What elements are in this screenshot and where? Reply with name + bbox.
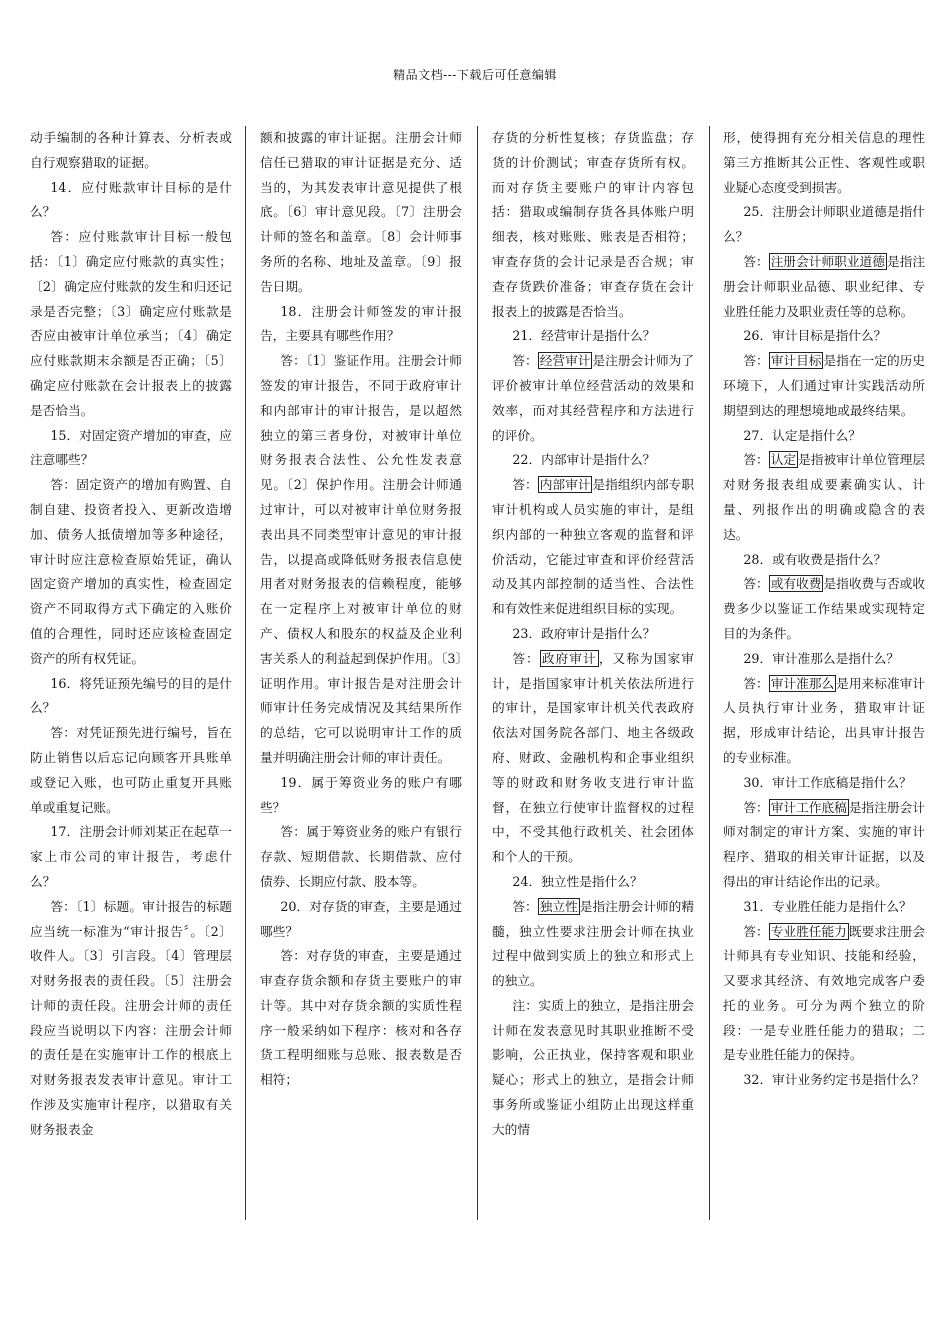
paragraph-text: 15．对固定资产增加的审查，应注意哪些？ xyxy=(30,427,232,468)
boxed-term: 注册会计师职业道德 xyxy=(770,253,885,269)
paragraph-text: 20．对存货的审查，主要是通过哪些？ xyxy=(260,898,462,939)
paragraph xyxy=(492,895,694,994)
paragraph-text: 答： xyxy=(743,353,769,369)
boxed-term: 独立性 xyxy=(539,898,578,914)
paragraph-text: 答：属于筹资业务的账户有银行存款、短期借款、长期借款、应付债券、长期应付款、股本等。 xyxy=(260,824,462,889)
paragraph xyxy=(30,225,232,423)
paragraph-text: 26．审计目标是指什么？ xyxy=(743,328,887,344)
paragraph-text: 23．政府审计是指什么？ xyxy=(512,625,656,641)
boxed-term: 内部审计 xyxy=(539,477,591,493)
paragraph-text: 是指组织内部专职审计机构或人员实施的审计，是组织内部的一种独立客观的监督和评价活动，它能过审查和评价经营活动及其内部控制的适当性、合法性和有效性来促进组织目标的实现。 xyxy=(492,477,695,617)
paragraph-text: 17．注册会计师刘某正在起草一家上市公司的审计报告，考虑什么？ xyxy=(30,824,232,889)
paragraph-text: 是用来标准审计人员执行审计业务，猎取审计证据，形成审计结论，出具审计报告的专业标准。 xyxy=(723,675,926,765)
paragraph xyxy=(30,672,232,722)
paragraph-text: 18．注册会计师签发的审计报告，主要具有哪些作用？ xyxy=(260,303,462,344)
paragraph-text: 24．独立性是指什么？ xyxy=(512,873,643,889)
column-divider xyxy=(477,126,478,1220)
paragraph-text: 31．专业胜任能力是指什么？ xyxy=(743,898,912,914)
paragraph xyxy=(260,771,462,821)
text-column-3 xyxy=(492,126,694,1143)
paragraph xyxy=(260,895,462,945)
paragraph xyxy=(30,721,232,820)
paragraph-text: 答： xyxy=(512,353,538,369)
boxed-term: 审计目标 xyxy=(770,353,822,369)
paragraph-text: 是指注册会计师的精髓，独立性要求注册会计师在执业过程中做到实质上的独立和形式上的独立。 xyxy=(492,898,695,989)
paragraph xyxy=(723,1068,925,1093)
boxed-term: 审计准那么 xyxy=(770,675,835,691)
paragraph-text: 答：固定资产的增加有购置、自制自建、投资者投入、更新改造增加、债务人抵债增加等多种途径，审计时应注意检查原始凭证，确认固定资产增加的真实性，检查固定资产不同取得方式下确定的入账价值的合理性，同时还应该检查固定资产的所有权凭证。 xyxy=(30,477,232,666)
paragraph-text: ，又称为国家审计，是指国家审计机关依法所进行的审计，是国家审计机关代表政府依法对国务院各部门、地主各级政府、财政、金融机构和企事业组织等的财政和财务收支进行审计监督，在独立行使审计监督权的过程中，不受其他行政机关、社会团体和个人的干预。 xyxy=(492,650,694,865)
paragraph xyxy=(492,647,694,870)
paragraph xyxy=(723,349,925,423)
boxed-term: 专业胜任能力 xyxy=(770,923,847,939)
paragraph-text: 是指在一定的历史环境下，人们通过审计实践活动所期望到达的理想境地或最终结果。 xyxy=(723,353,926,418)
text-column-4 xyxy=(723,126,925,1093)
paragraph-text: 答： xyxy=(743,452,769,468)
paragraph xyxy=(723,424,925,449)
paragraph xyxy=(723,548,925,573)
text-column-2 xyxy=(260,126,462,1093)
paragraph-text: 既要求注册会计师具有专业知识、技能和经验，又要求其经济、有效地完成客户委托的业务。可分为两个独立的阶段：一是专业胜任能力的猎取；二是专业胜任能力的保持。 xyxy=(723,923,926,1063)
paragraph-text: 25．注册会计师职业道德是指什么？ xyxy=(723,204,925,245)
paragraph-text: 答：应付账款审计目标一般包括：〔1〕确定应付账款的真实性；〔2〕确定应付账款的发生和归还记录是否完整；〔3〕确定应付账款是否应由被审计单位承当；〔4〕确定应付账款期末余额是否正确；〔5〕确定应付账款在会计报表上的披露是否恰当。 xyxy=(30,229,232,418)
boxed-term: 认定 xyxy=(770,452,797,468)
paragraph xyxy=(723,647,925,672)
paragraph xyxy=(492,349,694,448)
paragraph-text: 28．或有收费是指什么？ xyxy=(743,551,887,567)
paragraph-text: 是指注册会计师职业品德、职业纪律、专业胜任能力及职业责任等的总称。 xyxy=(723,253,926,319)
paragraph-text: 答： xyxy=(512,898,538,914)
paragraph-text: 29．审计准那么是指什么？ xyxy=(743,650,900,666)
paragraph xyxy=(723,895,925,920)
paragraph xyxy=(492,448,694,473)
paragraph-text: 27．认定是指什么？ xyxy=(743,427,861,443)
paragraph xyxy=(492,994,694,1143)
boxed-term: 或有收费 xyxy=(770,576,822,592)
paragraph-text: 注：实质上的独立，是指注册会计师在发表意见时其职业推断不受影响，公正执业，保持客观和职业疑心；形式上的独立，是指会计师事务所或鉴证小组防止出现这样重大的情 xyxy=(492,997,694,1137)
paragraph-text: 30．审计工作底稿是指什么？ xyxy=(743,774,912,790)
paragraph-text: 是指收费与否或收费多少以鉴证工作结果或实现特定目的为条件。 xyxy=(723,576,926,641)
paragraph xyxy=(492,324,694,349)
paragraph-text: 是指被审计单位管理层对财务报表组成要素确实认、计量、列报作出的明确或隐含的表达。 xyxy=(723,452,926,542)
paragraph xyxy=(723,250,925,324)
paragraph-text: 32．审计业务约定书是指什么？ xyxy=(743,1072,925,1088)
paragraph xyxy=(260,349,462,771)
paragraph-text: 存货的分析性复核；存货监盘；存货的计价测试；审查存货所有权。而对存货主要账户的审计内容包括：猎取或编制存货各具体账户明细表，核对账账、账表是否相符；审查存货的会计记录是否合规；审查存货跌价准备；审查存货在会计报表上的披露是否恰当。 xyxy=(492,130,694,319)
paragraph xyxy=(723,771,925,796)
paragraph xyxy=(723,126,925,200)
boxed-term: 政府审计 xyxy=(541,650,597,666)
paragraph xyxy=(723,572,925,646)
paragraph-text: 14．应付账款审计目标的是什么？ xyxy=(30,179,232,220)
paragraph xyxy=(30,126,232,176)
paragraph-text: 答：对凭证预先进行编号，旨在防止销售以后忘记向顾客开具账单或登记入账，也可防止重复开具账单或重复记账。 xyxy=(30,725,232,815)
paragraph-text: 答： xyxy=(743,923,769,939)
paragraph-text: 答： xyxy=(743,253,769,269)
paragraph-text: 额和披露的审计证据。注册会计师信任已猎取的审计证据是充分、适当的，为其发表审计意见提供了根底。〔6〕审计意见段。〔7〕注册会计师的签名和盖章。〔8〕会计师事务所的名称、地址及盖章。〔9〕报告日期。 xyxy=(260,130,462,294)
paragraph-text: 答： xyxy=(743,799,769,815)
paragraph xyxy=(723,672,925,771)
paragraph xyxy=(723,920,925,1069)
paragraph xyxy=(723,448,925,547)
paragraph-text: 答： xyxy=(512,477,538,493)
text-column-1 xyxy=(30,126,232,1143)
paragraph xyxy=(260,126,462,300)
paragraph xyxy=(723,200,925,250)
boxed-term: 审计工作底稿 xyxy=(770,799,847,815)
paragraph-text: 动手编制的各种计算表、分析表或自行观察猎取的证据。 xyxy=(30,130,232,170)
paragraph-text: 答： xyxy=(512,650,540,666)
paragraph xyxy=(30,820,232,894)
paragraph-text: 是指注册会计师对制定的审计方案、实施的审计程序、猎取的相关审计证据，以及得出的审计结论作出的记录。 xyxy=(723,799,926,889)
paragraph xyxy=(260,820,462,894)
paragraph xyxy=(492,126,694,324)
paragraph xyxy=(30,176,232,226)
paragraph-text: 是注册会计师为了评价被审计单位经营活动的效果和效率，而对其经营程序和方法进行的评价。 xyxy=(492,353,695,443)
paragraph-text: 答：〔1〕鉴证作用。注册会计师签发的审计报告，不同于政府审计和内部审计的审计报告，是以超然独立的第三者身份，对被审计单位财务报表合法性、公允性发表意见。〔2〕保护作用。注册会计师通过审计，可以对被审计单位财务报表出具不同类型审计意见的审计报告，以提高或降低财务报表信息使用者对财务报表的信赖程度，能够在一定程序上对被审计单位的财产、债权人和股东的权益及企业利害关系人的利益起到保护作用。〔3〕证明作用。审计报告是对注册会计师审计任务完成情况及其结果所作的总结，它可以说明审计工作的质量并明确注册会计师的审计责任。 xyxy=(260,353,462,765)
paragraph xyxy=(30,895,232,1143)
boxed-term: 经营审计 xyxy=(539,353,591,369)
paragraph xyxy=(260,944,462,1093)
paragraph-text: 答： xyxy=(743,576,769,592)
column-divider xyxy=(709,126,710,1220)
paragraph xyxy=(30,424,232,474)
paragraph-text: 22．内部审计是指什么？ xyxy=(512,452,656,468)
paragraph xyxy=(492,473,694,622)
page-header: 精品文档---下载后可任意编辑 xyxy=(393,68,557,82)
paragraph-text: 答： xyxy=(743,675,769,691)
paragraph-text: 答：对存货的审查，主要是通过审查存货余额和存货主要账户的审计等。其中对存货余额的实质性程序一般采纳如下程序：核对和各存货工程明细账与总账、报表数是否相符； xyxy=(260,948,462,1088)
paragraph-text: 形，使得拥有充分相关信息的理性第三方推断其公正性、客观性或职业疑心态度受到损害。 xyxy=(723,130,925,195)
paragraph xyxy=(30,473,232,671)
paragraph xyxy=(492,622,694,647)
paragraph-text: 21．经营审计是指什么？ xyxy=(512,328,656,344)
paragraph-text: 答：〔1〕标题。审计报告的标题应当统一标准为“审计报告〞。〔2〕收件人。〔3〕引言段。〔4〕管理层对财务报表的责任段。〔5〕注册会计师的责任段。注册会计师的责任段应当说明以下内容：注册会计师的责任是在实施审计工作的根底上对财务报表发表审计意见。审计工作涉及实施审计程序，以猎取有关财务报表金 xyxy=(30,898,232,1137)
paragraph xyxy=(260,300,462,350)
paragraph xyxy=(723,324,925,349)
paragraph xyxy=(492,870,694,895)
paragraph-text: 19．属于筹资业务的账户有哪些？ xyxy=(260,774,462,815)
paragraph xyxy=(723,796,925,895)
paragraph-text: 16．将凭证预先编号的目的是什么？ xyxy=(30,675,232,716)
column-divider xyxy=(245,126,246,1220)
